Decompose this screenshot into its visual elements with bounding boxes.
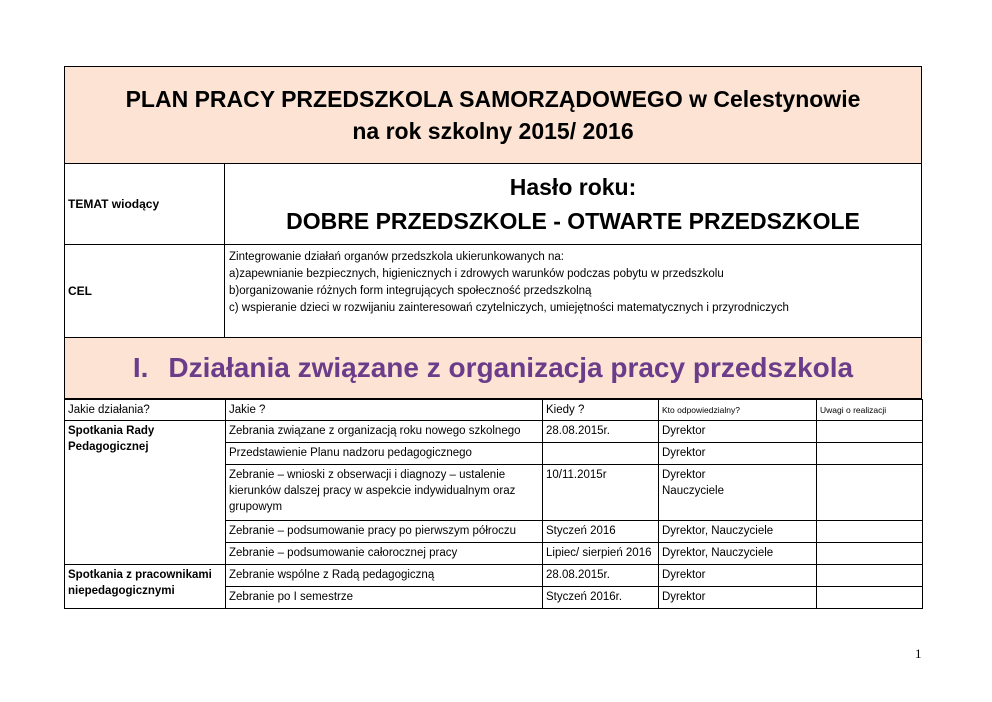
who-cell: Dyrektor, Nauczyciele — [659, 521, 817, 543]
activity-cell: Zebranie – podsumowanie całorocznej pracy — [226, 543, 543, 565]
cel-line: b)organizowanie różnych form integrujących społeczność przedszkolną — [229, 285, 592, 297]
who-cell: Dyrektor — [659, 587, 817, 609]
when-cell: Lipiec/ sierpień 2016 — [543, 543, 659, 565]
cel-line: a)zapewnianie bezpiecznych, higienicznych i zdrowych warunków podczas pobytu w przedszkolu — [229, 268, 724, 280]
when-cell: Styczeń 2016r. — [543, 587, 659, 609]
page-number: 1 — [915, 646, 922, 661]
when-cell: Styczeń 2016 — [543, 521, 659, 543]
notes-cell — [817, 465, 923, 521]
motto-line-1: Hasło roku: — [509, 174, 637, 200]
activity-cell: Zebranie po I semestrze — [226, 587, 543, 609]
cel-line: Zintegrowanie działań organów przedszkola ukierunkowanych na: — [229, 251, 564, 263]
activity-cell: Zebranie – wnioski z obserwacji i diagnozy – ustalenie kierunków dalszej pracy w aspekcie indywidualnym oraz grupowym — [226, 465, 543, 521]
notes-cell — [817, 543, 923, 565]
activity-cell: Zebrania związane z organizacją roku nowego szkolnego — [226, 421, 543, 443]
who-cell: Dyrektor — [659, 421, 817, 443]
cel-row — [65, 245, 921, 338]
temat-label: TEMAT wiodący — [65, 164, 225, 244]
when-cell: 10/11.2015r — [543, 465, 659, 521]
header-cell: Uwagi o realizacji — [817, 400, 923, 421]
plan-document — [64, 66, 922, 609]
who-cell: Dyrektor — [659, 443, 817, 465]
cel-label: CEL — [65, 245, 225, 337]
table-row — [65, 421, 923, 443]
notes-cell — [817, 587, 923, 609]
activities-table — [64, 399, 923, 609]
notes-cell — [817, 443, 923, 465]
notes-cell — [817, 421, 923, 443]
section-number: I. — [132, 352, 149, 383]
cel-text — [225, 245, 921, 337]
group-label: Spotkania Rady Pedagogicznej — [65, 421, 226, 565]
table-row — [65, 565, 923, 587]
header-cell: Jakie ? — [226, 400, 543, 421]
who-cell: Dyrektor, Nauczyciele — [659, 543, 817, 565]
header-cell: Jakie działania? — [65, 400, 226, 421]
document-title — [65, 67, 921, 164]
who-cell: Dyrektor — [659, 565, 817, 587]
cel-line: c) wspieranie dzieci w rozwijaniu zainteresowań czytelniczych, umiejętności matematycznych i przyrodniczych — [229, 302, 789, 314]
title-line-2: na rok szkolny 2015/ 2016 — [352, 118, 634, 144]
temat-row — [65, 164, 921, 245]
section-heading — [65, 338, 921, 399]
when-cell: 28.08.2015r. — [543, 421, 659, 443]
motto — [225, 164, 921, 244]
motto-line-2: DOBRE PRZEDSZKOLE - OTWARTE PRZEDSZKOLE — [286, 208, 860, 234]
activity-cell: Zebranie – podsumowanie pracy po pierwszym półroczu — [226, 521, 543, 543]
table-header-row — [65, 400, 923, 421]
notes-cell — [817, 521, 923, 543]
section-title: Działania związane z organizacja pracy przedszkola — [168, 352, 854, 383]
activity-cell: Zebranie wspólne z Radą pedagogiczną — [226, 565, 543, 587]
who-cell: Dyrektor Nauczyciele — [659, 465, 817, 521]
activity-cell: Przedstawienie Planu nadzoru pedagogicznego — [226, 443, 543, 465]
when-cell: 28.08.2015r. — [543, 565, 659, 587]
plan-header-box — [64, 66, 922, 399]
when-cell — [543, 443, 659, 465]
notes-cell — [817, 565, 923, 587]
header-cell: Kto odpowiedzialny? — [659, 400, 817, 421]
title-line-1: PLAN PRACY PRZEDSZKOLA SAMORZĄDOWEGO w Celestynowie — [125, 86, 861, 112]
header-cell: Kiedy ? — [543, 400, 659, 421]
group-label: Spotkania z pracownikami niepedagogicznymi — [65, 565, 226, 609]
